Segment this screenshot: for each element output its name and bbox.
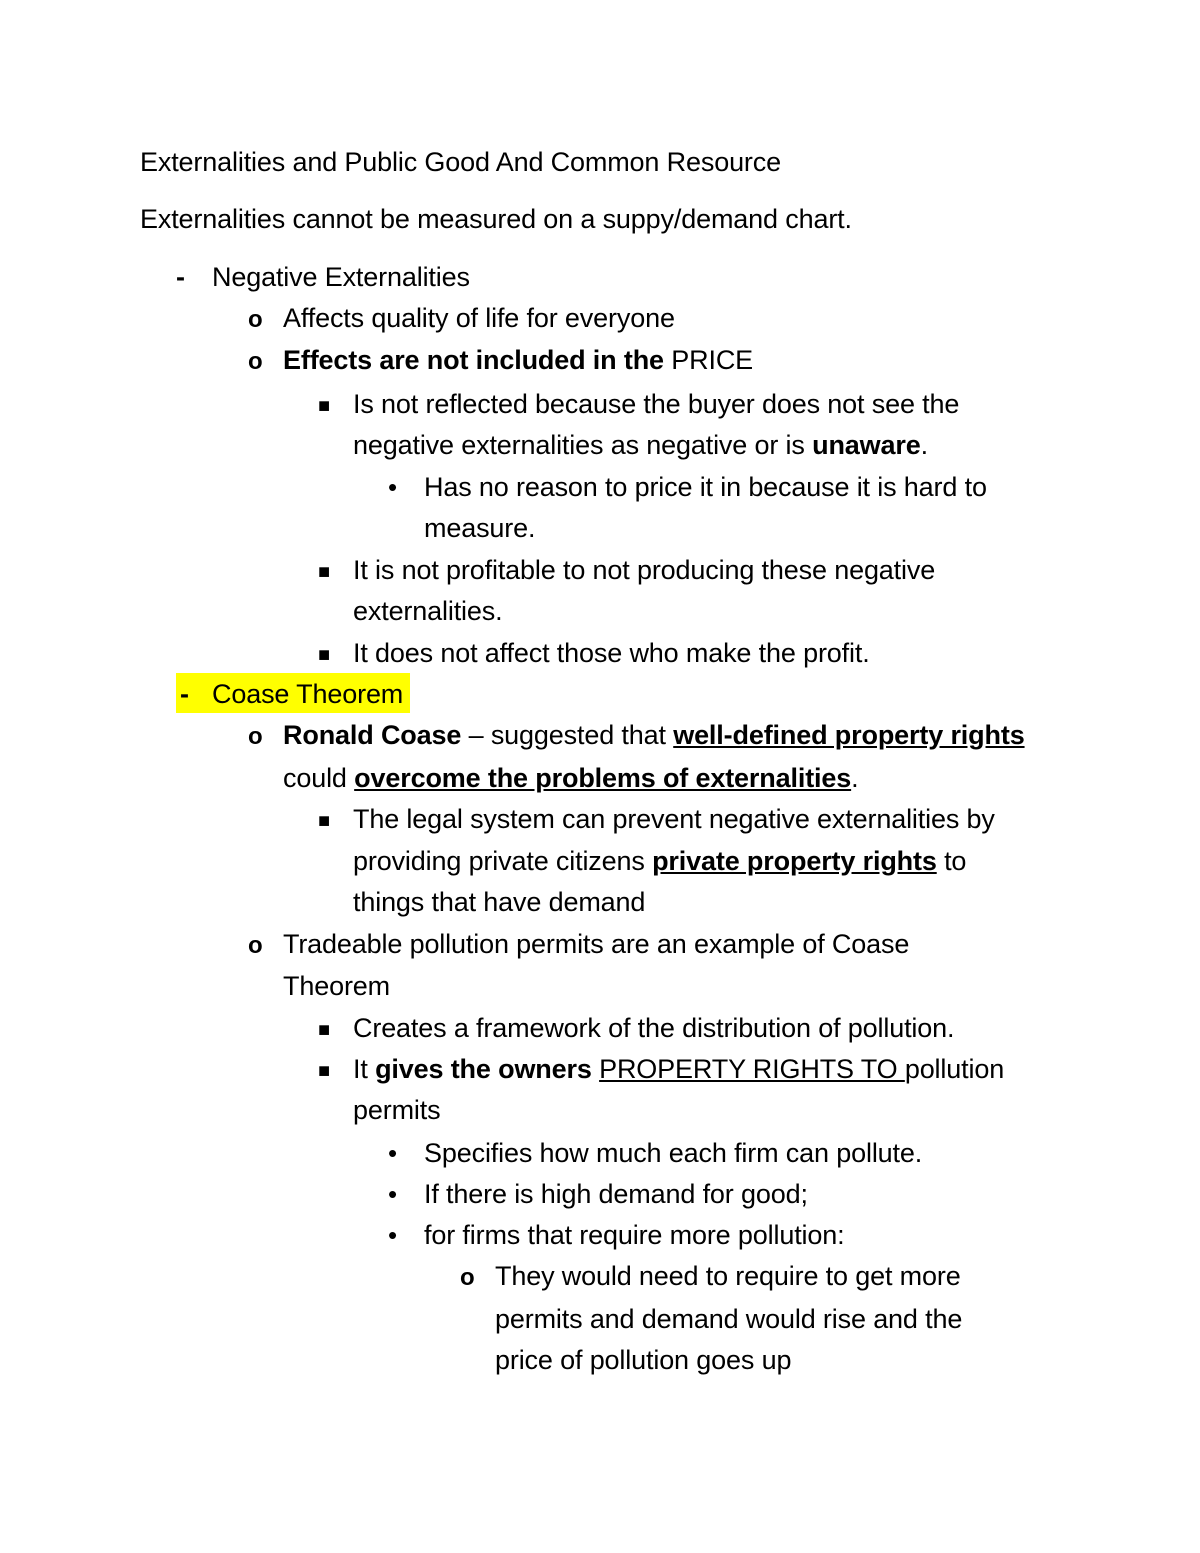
ronald-coase-continuation: could overcome the problems of externalities. [283,763,859,793]
effects-bold-text: Effects are not included in the [283,345,664,375]
ronald-coase-item: Ronald Coase – suggested that well-defined property rights [283,720,1025,750]
square-bullet: ■ [318,1019,331,1041]
dash-bullet: - [180,679,189,709]
gives-owners-bold: gives the owners [375,1054,592,1084]
creates-framework-item: Creates a framework of the distribution of pollution. [353,1013,955,1043]
no-reason-item: Has no reason to price it in because it is hard to [424,472,987,502]
overcome-problems-text: overcome the problems of externalities [354,763,852,793]
does-not-affect-item: It does not affect those who make the profit. [353,638,870,668]
need-more-permits-continuation: permits and demand would rise and the [495,1304,963,1334]
circle-bullet: o [248,932,263,959]
firms-require-item: for firms that require more pollution: [424,1220,845,1250]
legal-system-continuation: providing private citizens private property rights to [353,846,967,876]
no-reason-continuation: measure. [424,513,536,543]
coase-theorem-heading: Coase Theorem [212,679,404,709]
ronald-coase-name: Ronald Coase [283,720,462,750]
not-profitable-continuation: externalities. [353,596,503,626]
dot-bullet: • [388,1138,398,1168]
legal-system-continuation-2: things that have demand [353,887,646,917]
not-profitable-item: It is not profitable to not producing these negative [353,555,936,585]
legal-system-item: The legal system can prevent negative externalities by [353,804,995,834]
price-text: PRICE [663,345,754,375]
square-bullet: ■ [318,561,331,583]
high-demand-item: If there is high demand for good; [424,1179,808,1209]
specifies-item: Specifies how much each firm can pollute. [424,1138,923,1168]
negative-externalities-heading: Negative Externalities [212,262,470,292]
tradeable-permits-continuation: Theorem [283,971,390,1001]
square-bullet: ■ [318,810,331,832]
tradeable-permits-item: Tradeable pollution permits are an example of Coase [283,929,910,959]
gives-owners-item: It gives the owners PROPERTY RIGHTS TO pollution [353,1054,1005,1084]
dash-bullet: - [176,262,185,292]
not-reflected-item: Is not reflected because the buyer does not see the [353,389,960,419]
square-bullet: ■ [318,1060,331,1082]
dot-bullet: • [388,1220,398,1250]
circle-bullet: o [248,306,263,333]
square-bullet: ■ [318,644,331,666]
affects-quality-item: Affects quality of life for everyone [283,303,675,333]
circle-bullet: o [248,348,263,375]
need-more-permits-continuation-2: price of pollution goes up [495,1345,792,1375]
property-rights-to-text: PROPERTY RIGHTS TO [599,1054,905,1084]
intro-text: Externalities cannot be measured on a suppy/demand chart. [140,204,852,234]
square-bullet: ■ [318,395,331,417]
gives-owners-continuation: permits [353,1095,441,1125]
dot-bullet: • [388,1179,398,1209]
well-defined-rights-text: well-defined property rights [673,720,1025,750]
private-property-rights-text: private property rights [652,846,937,876]
effects-not-included-item [283,344,753,376]
unaware-text: unaware [812,430,921,460]
circle-bullet: o [460,1264,475,1291]
document-title: Externalities and Public Good And Common Resource [140,147,781,177]
need-more-permits-item: They would need to require to get more [495,1261,961,1291]
not-reflected-continuation: negative externalities as negative or is unaware. [353,430,928,460]
circle-bullet: o [248,723,263,750]
dot-bullet: • [388,472,398,502]
